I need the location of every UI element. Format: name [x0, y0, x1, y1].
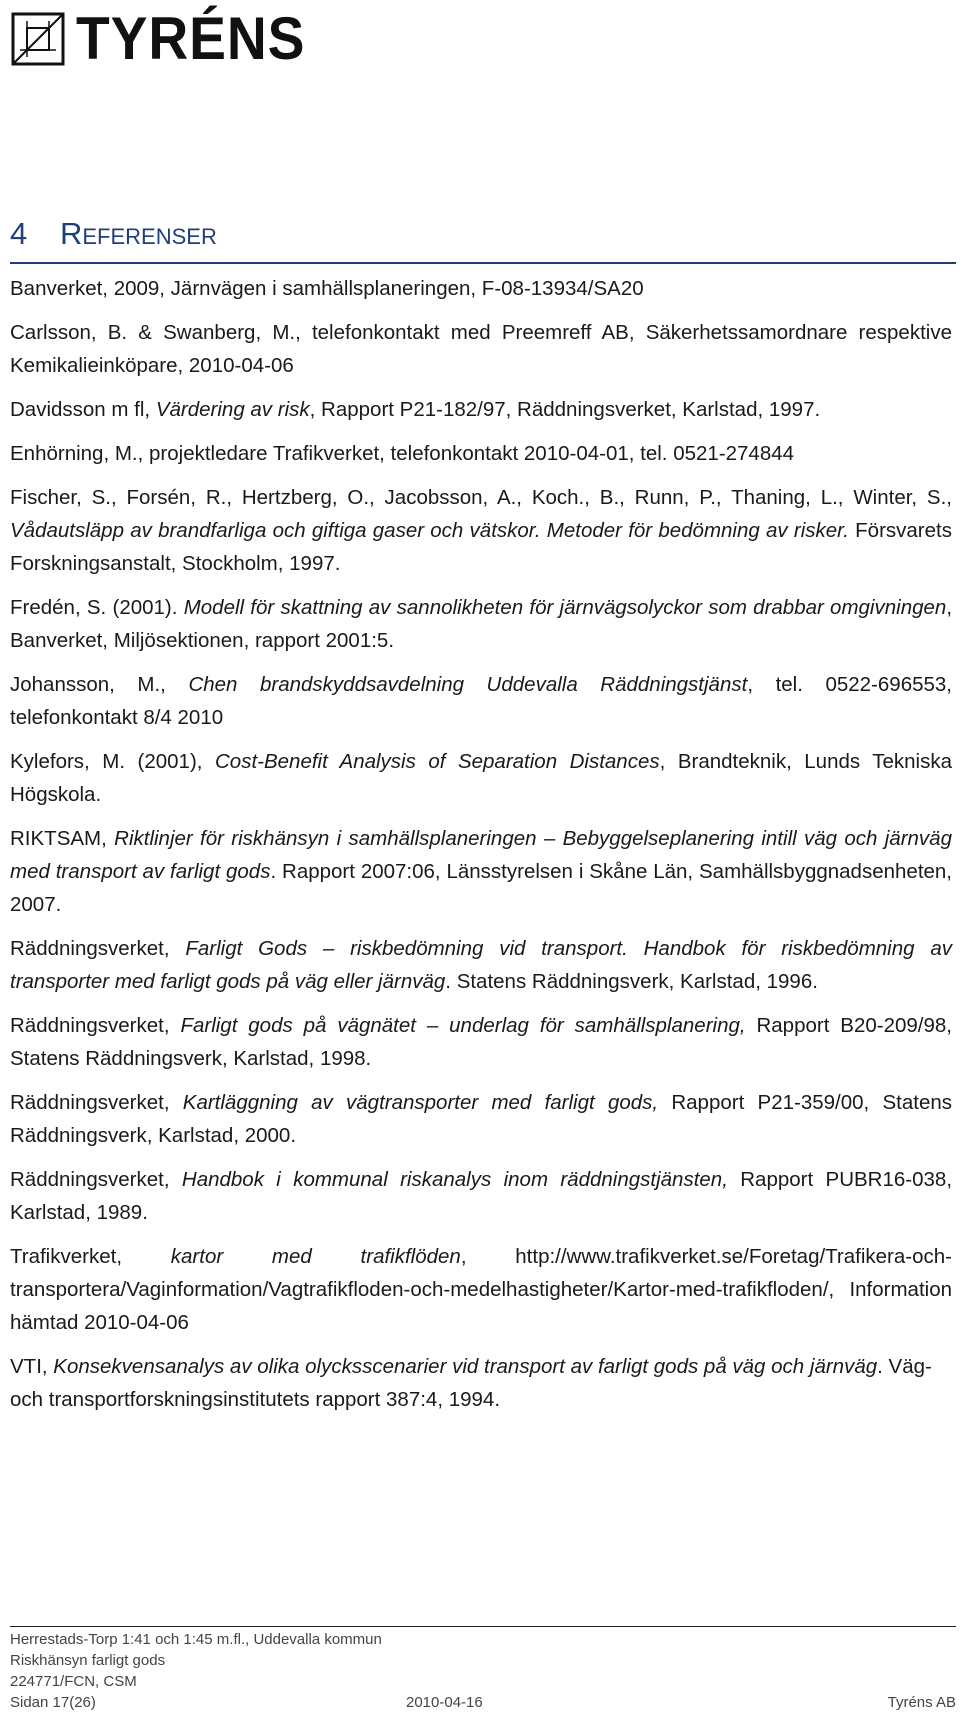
footer-company: Tyréns AB	[887, 1694, 956, 1711]
reference-title: Riktlinjer för riskhänsyn i samhällsplaneringen – Bebyggelseplanering intill väg och järnväg med transport av farligt gods	[10, 827, 952, 883]
reference-entry	[10, 591, 952, 657]
reference-text: Räddningsverket,	[10, 937, 186, 960]
reference-text: . Statens Räddningsverk, Karlstad, 1996.	[445, 970, 818, 993]
reference-text: , http://www.trafikverket.se/Foretag/Trafikera-och-transportera/Vaginformation/Vagtrafikfloden-och-medelhastigheter/Kartor-med-trafikfloden/, Information hämtad 2010-04-06	[10, 1245, 952, 1334]
reference-text: Enhörning, M., projektledare Trafikverket, telefonkontakt 2010-04-01, tel. 0521-274844	[10, 442, 795, 465]
reference-text: . Rapport 2007:06, Länsstyrelsen i Skåne Län, Samhällsbyggnadsenheten, 2007.	[10, 860, 953, 916]
reference-entry	[10, 481, 952, 580]
reference-text: Kylefors, M. (2001),	[10, 750, 215, 773]
reference-entry	[10, 393, 952, 426]
reference-title: Chen brandskyddsavdelning Uddevalla Räddningstjänst	[188, 673, 748, 696]
reference-text: VTI,	[10, 1355, 54, 1378]
reference-title: Modell för skattning av sannolikheten för järnvägsolyckor som drabbar omgivningen	[183, 596, 947, 619]
reference-text: Räddningsverket,	[10, 1014, 181, 1037]
reference-entry	[10, 1350, 952, 1416]
footer-project: Herrestads-Torp 1:41 och 1:45 m.fl., Uddevalla kommun	[10, 1631, 382, 1648]
reference-list	[10, 272, 952, 1427]
reference-text: Räddningsverket,	[10, 1168, 182, 1191]
reference-entry	[10, 272, 952, 305]
reference-text: Fischer, S., Forsén, R., Hertzberg, O., Jacobsson, A., Koch., B., Runn, P., Thaning, L., Winter, S.,	[10, 486, 952, 509]
reference-entry	[10, 1009, 952, 1075]
reference-text: Rapport B20-209/98, Statens Räddningsverk, Karlstad, 1998.	[10, 1014, 952, 1070]
reference-title: Handbok i kommunal riskanalys inom räddningstjänsten,	[181, 1168, 728, 1191]
reference-text: RIKTSAM,	[10, 827, 115, 850]
reference-entry	[10, 1086, 952, 1152]
reference-entry	[10, 668, 952, 734]
section-title: Referenser	[60, 216, 217, 251]
reference-title: Konsekvensanalys av olika olycksscenarier vid transport av farligt gods på väg och järnväg	[53, 1355, 878, 1378]
reference-entry	[10, 437, 952, 470]
reference-text: Trafikverket,	[10, 1245, 171, 1268]
reference-entry	[10, 932, 952, 998]
reference-text: Carlsson, B. & Swanberg, M., telefonkontakt med Preemreff AB, Säkerhetssamordnare respektive Kemikalieinköpare, 2010-04-06	[10, 321, 952, 377]
footer-subject: Riskhänsyn farligt gods	[10, 1652, 166, 1669]
footer-ref: 224771/FCN, CSM	[10, 1673, 137, 1690]
reference-text: Försvarets Forskningsanstalt, Stockholm, 1997.	[10, 519, 952, 575]
reference-text: Johansson, M.,	[10, 673, 189, 696]
reference-text: Banverket, 2009, Järnvägen i samhällsplaneringen, F-08-13934/SA20	[10, 277, 644, 300]
reference-text: , Banverket, Miljösektionen, rapport 2001:5.	[10, 596, 953, 652]
reference-entry	[10, 1240, 952, 1339]
reference-entry	[10, 822, 952, 921]
reference-title: Farligt Gods – riskbedömning vid transport. Handbok för riskbedömning av transporter med farligt gods på väg eller järnväg	[10, 937, 952, 993]
footer-page: Sidan 17(26)	[10, 1694, 96, 1711]
reference-entry	[10, 745, 952, 811]
section-heading	[10, 216, 956, 264]
reference-text: Räddningsverket,	[10, 1091, 183, 1114]
reference-title: Farligt gods på vägnätet – underlag för samhällsplanering,	[180, 1014, 746, 1037]
page-footer	[10, 1626, 956, 1713]
reference-text: Rapport P21-359/00, Statens Räddningsverk, Karlstad, 2000.	[10, 1091, 952, 1147]
reference-text: Rapport PUBR16-038, Karlstad, 1989.	[10, 1168, 953, 1224]
reference-text: Davidsson m fl,	[10, 398, 156, 421]
reference-text: , Rapport P21-182/97, Räddningsverket, Karlstad, 1997.	[309, 398, 821, 421]
reference-text: , Brandteknik, Lunds Tekniska Högskola.	[10, 750, 953, 806]
reference-title: Vådautsläpp av brandfarliga och giftiga gaser och vätskor. Metoder för bedömning av risker.	[10, 519, 849, 542]
reference-entry	[10, 316, 952, 382]
reference-title: kartor med trafikflöden	[170, 1245, 461, 1268]
reference-text: , tel. 0522-696553, telefonkontakt 8/4 2010	[10, 673, 953, 729]
company-logo	[10, 5, 325, 72]
logo-wordmark: TYRÉNS	[76, 5, 306, 72]
reference-entry	[10, 1163, 952, 1229]
section-number: 4	[10, 216, 28, 251]
reference-text: . Väg- och transportforskningsinstitutets rapport 387:4, 1994.	[10, 1355, 932, 1411]
tyrens-cube-icon	[10, 11, 66, 67]
footer-date: 2010-04-16	[406, 1694, 483, 1711]
reference-title: Cost-Benefit Analysis of Separation Distances	[214, 750, 660, 773]
reference-text: Fredén, S. (2001).	[10, 596, 184, 619]
reference-title: Värdering av risk	[155, 398, 310, 421]
reference-title: Kartläggning av vägtransporter med farligt gods,	[182, 1091, 659, 1114]
